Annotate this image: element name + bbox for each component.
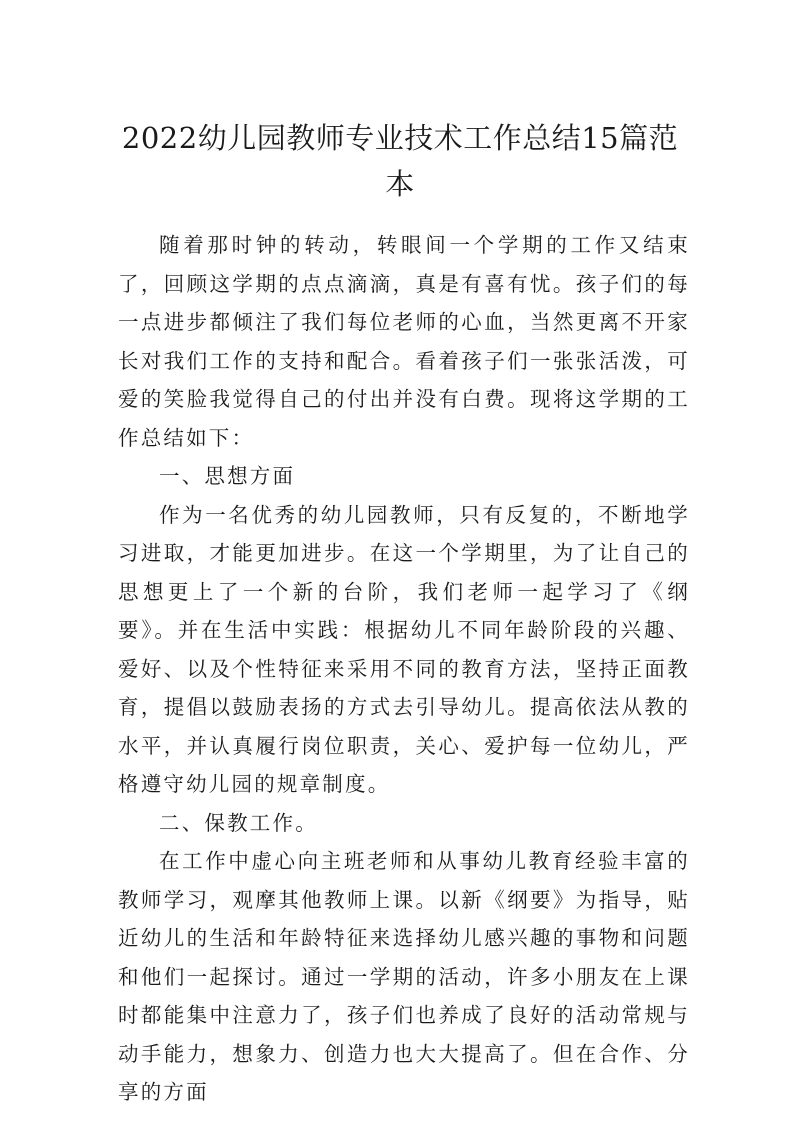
document-title: 2022幼儿园教师专业技术工作总结15篇范本 (121, 121, 679, 202)
thought-paragraph: 作为一名优秀的幼儿园教师，只有反复的，不断地学习进取，才能更加进步。在这一个学期里，为了让自己的思想更上了一个新的台阶，我们老师一起学习了《纲要》。并在生活中实践：根据幼儿不同年龄阶段的兴趣、爱好、以及个性特征来采用不同的教育方法，坚持正面教育，提倡以鼓励表扬的方式去引导幼儿。提高依法从教的水平，并认真履行岗位职责，关心、爱护每一位幼儿，严格遵守幼儿园的规章制度。 (118, 502, 690, 796)
section-heading-thought: 一、思想方面 (159, 464, 296, 488)
document-body (118, 226, 690, 1112)
section-heading-education: 二、保教工作。 (159, 810, 318, 835)
education-paragraph: 在工作中虚心向主班老师和从事幼儿教育经验丰富的教师学习，观摩其他教师上课。以新《纲要》为指导，贴近幼儿的生活和年龄特征来选择幼儿感兴趣的事物和问题和他们一起探讨。通过一学期的活动，许多小朋友在上课时都能集中注意力了，孩子们也养成了良好的活动常规与动手能力，想象力、创造力也大大提高了。但在合作、分享的方面 (118, 849, 690, 1104)
intro-paragraph: 随着那时钟的转动，转眼间一个学期的工作又结束了，回顾这学期的点点滴滴，真是有喜有忧。孩子们的每一点进步都倾注了我们每位老师的心血，当然更离不开家长对我们工作的支持和配合。看着孩子们一张张活泼，可爱的笑脸我觉得自己的付出并没有白费。现将这学期的工作总结如下： (118, 233, 690, 450)
